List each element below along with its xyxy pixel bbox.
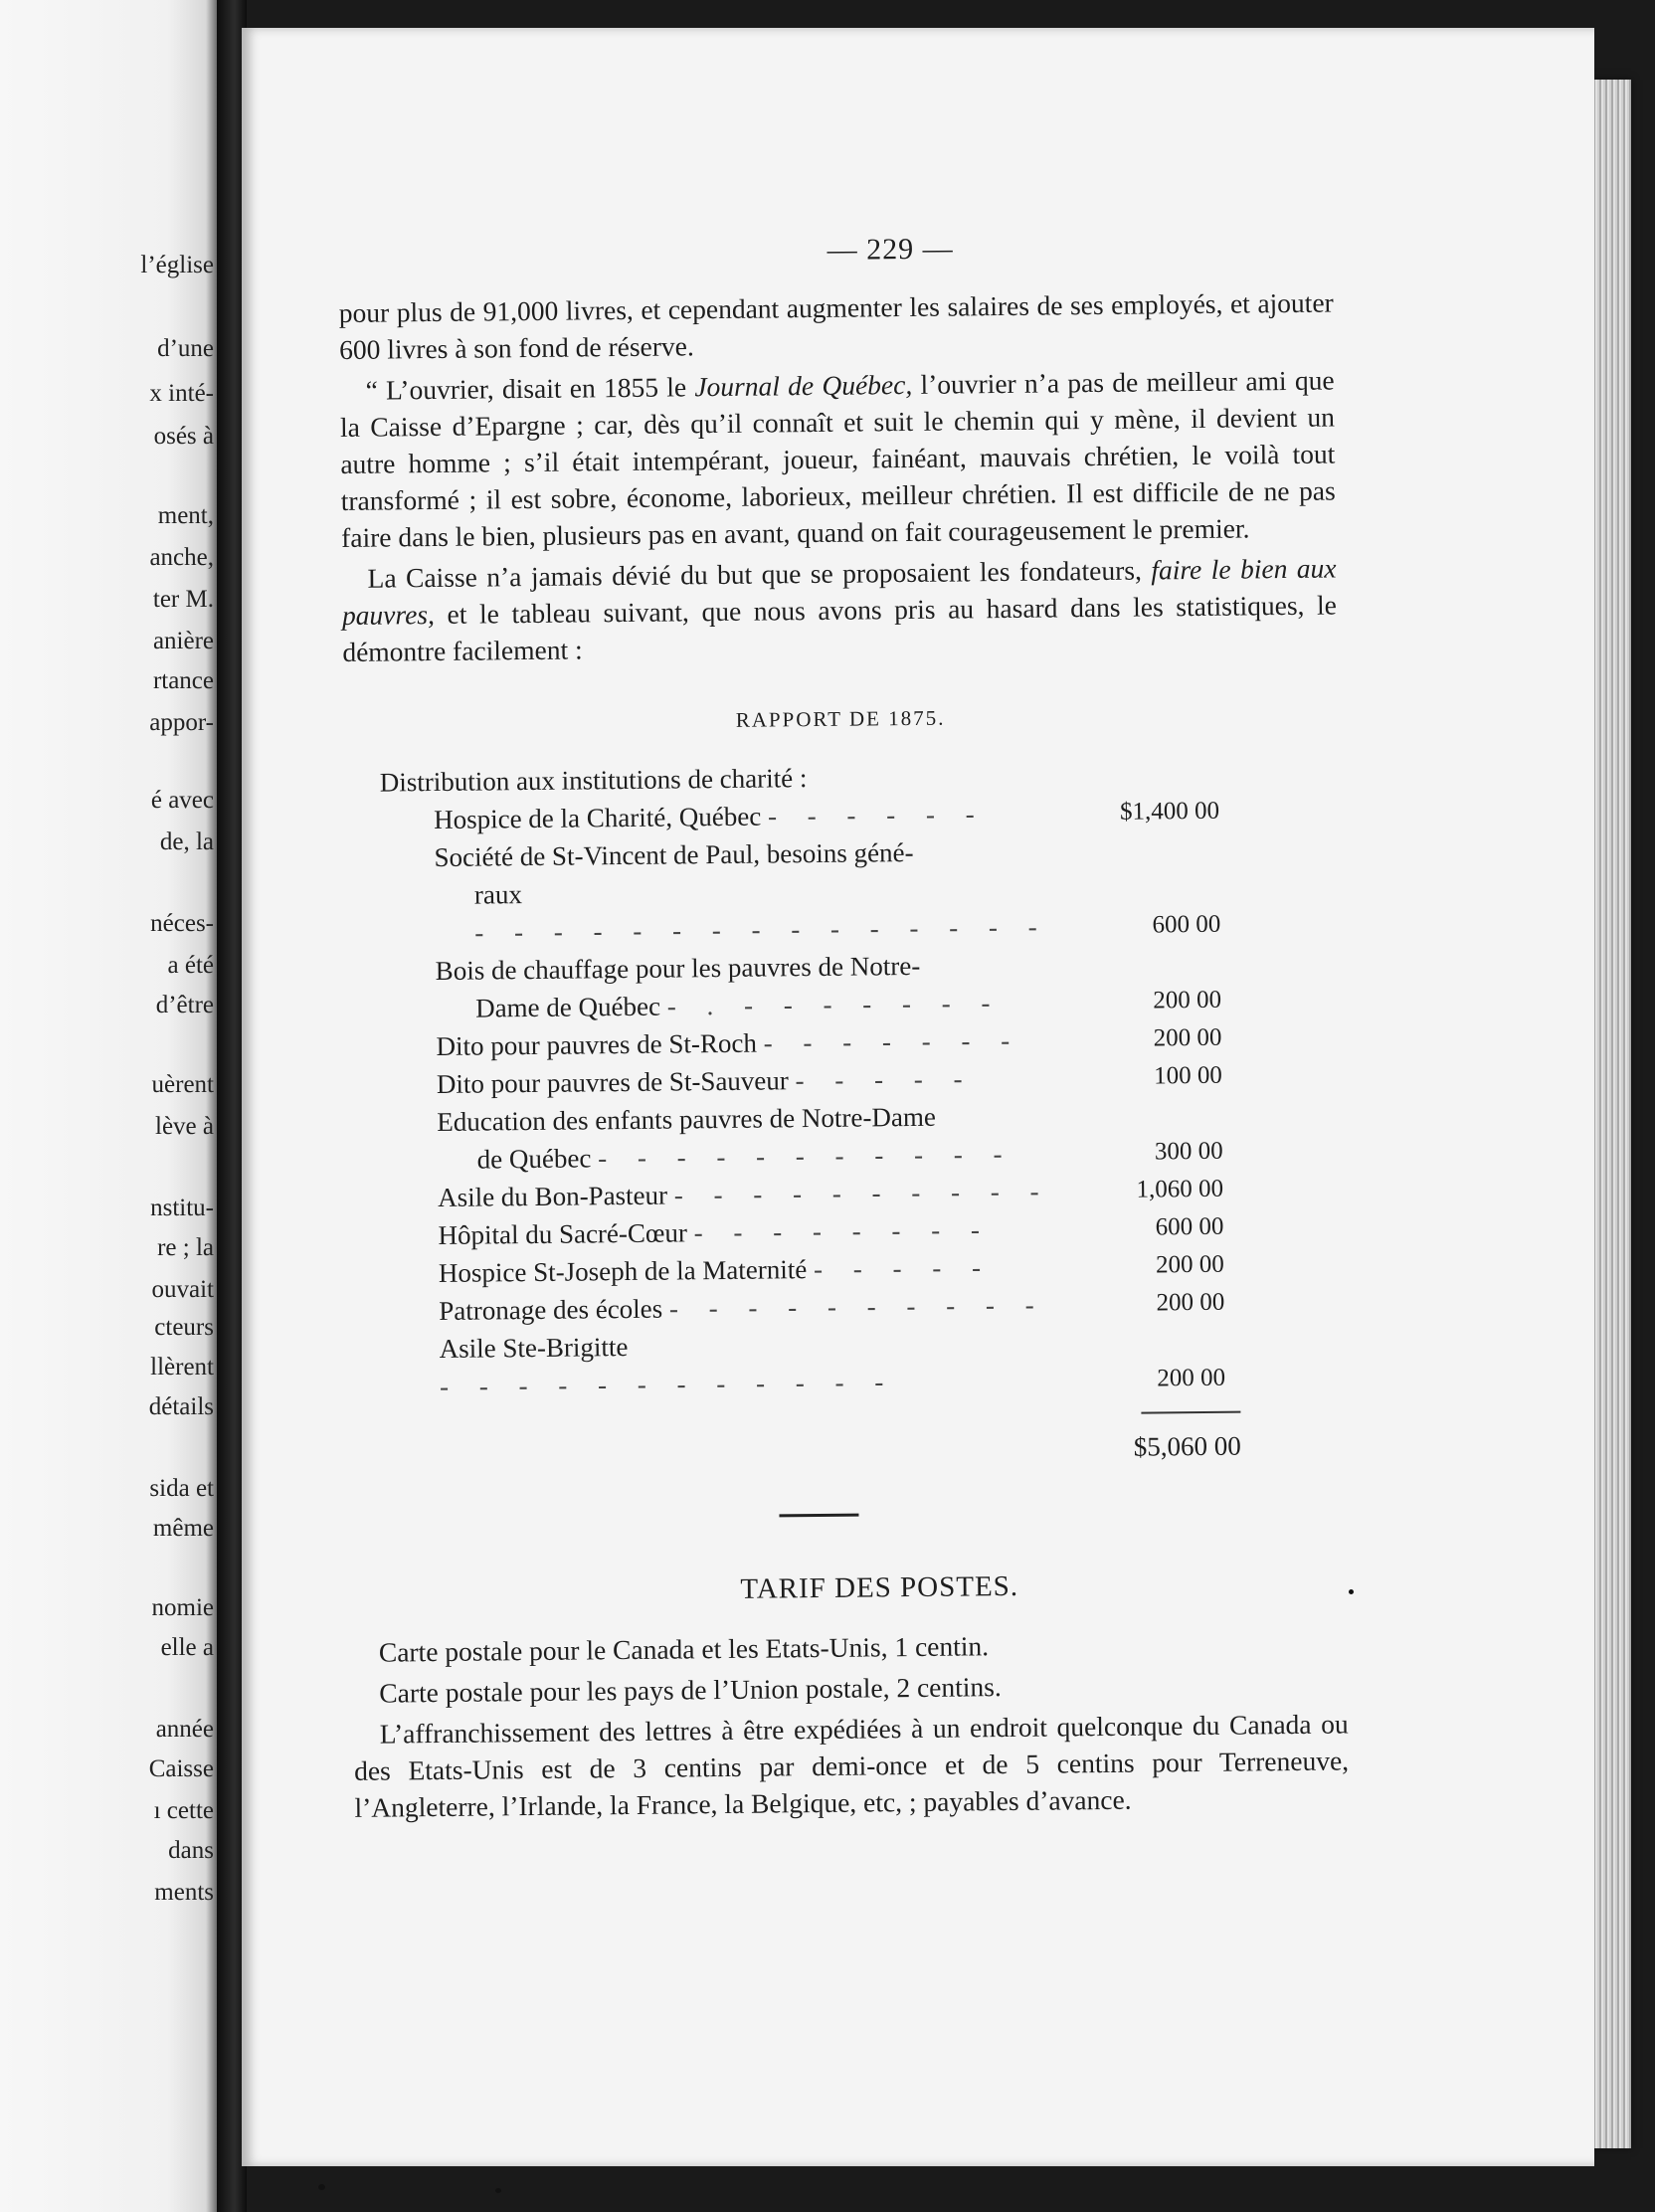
paragraph-1: pour plus de 91,000 livres, et cependant augmenter les salaires de ses employés, et ajouter 600 livres à son fond de réserve. xyxy=(338,286,1334,365)
left-page-fragment: nstitu- xyxy=(150,1195,214,1221)
left-page-fragment: Caisse xyxy=(148,1755,214,1782)
left-page-fragment: dans xyxy=(168,1837,214,1864)
report-items xyxy=(434,793,1225,1405)
report-item-label: Asile du Bon-Pasteur xyxy=(437,1180,668,1213)
left-page-fragment: osés à xyxy=(153,423,214,450)
left-page-fragment: l’église xyxy=(140,252,214,278)
left-page-fragment: appor- xyxy=(149,709,214,736)
report-item-label-continuation: Dame de Québec xyxy=(474,991,661,1023)
scan-speck xyxy=(1349,1589,1354,1594)
left-page-fragment: lève à xyxy=(155,1113,214,1140)
left-page-fragment: elle a xyxy=(160,1634,214,1661)
report-item xyxy=(434,830,1220,952)
left-page-fragment: nomie xyxy=(151,1594,214,1621)
left-page-fragment: anche, xyxy=(149,544,214,571)
tarif-line-2: Carte postale pour les pays de l’Union postale, 2 centins. xyxy=(379,1671,1002,1709)
tarif-title: TARIF DES POSTES. xyxy=(740,1569,1019,1605)
leader-dots: - - - - - - - - - - xyxy=(673,1176,1051,1210)
report-item-amount: 200 00 xyxy=(1153,986,1222,1014)
left-page-fragment: de, la xyxy=(159,829,214,855)
report-item-label-continuation: raux xyxy=(473,879,523,910)
distribution-intro: Distribution aux institutions de charité : xyxy=(379,763,808,798)
report-item-amount: 100 00 xyxy=(1153,1061,1222,1090)
left-page-fragment: ments xyxy=(154,1879,214,1906)
tarif-section xyxy=(353,1623,1350,1825)
motto: faire le bien aux pauvres, xyxy=(341,552,1337,631)
left-page-fragment: llèrent xyxy=(150,1354,214,1381)
page-number: — 229 — xyxy=(827,232,954,267)
report-item-label: Dito pour pauvres de St-Roch xyxy=(436,1027,758,1062)
report-item-amount: $1,400 00 xyxy=(1119,797,1220,826)
report-item-label: Patronage des écoles xyxy=(439,1293,663,1326)
report-item-label: Hospice St-Joseph de la Maternité xyxy=(438,1254,808,1288)
left-facing-page xyxy=(0,0,224,2212)
left-page-fragment: néces- xyxy=(150,910,214,937)
left-page-fragment: re ; la xyxy=(157,1234,214,1261)
report-total: $5,060 00 xyxy=(1133,1430,1241,1462)
scan-speck xyxy=(318,2184,325,2190)
report-item-label: Hôpital du Sacré-Cœur xyxy=(438,1217,688,1251)
left-page-fragment: x inté- xyxy=(149,380,214,407)
leader-dots: - - - - - xyxy=(795,1063,975,1096)
tarif-line-3: L’affranchissement des lettres à être expédiées à un endroit quelconque du Canada ou des Etats-Unis est de 3 centins par demi-once et de 5 centins pour Terreneuve, l’Angleterre, l’Irlande, la France, la Belgique, etc, ; payables d’avance. xyxy=(353,1708,1350,1823)
report-item-amount: 200 00 xyxy=(1153,1023,1222,1052)
left-page-fragment: ouvait xyxy=(151,1276,214,1303)
leader-dots: - - - - - - - - xyxy=(693,1214,992,1248)
left-page-fragment: détails xyxy=(148,1393,214,1420)
report-item-label: Dito pour pauvres de St-Sauveur xyxy=(436,1065,789,1100)
left-page-fragment: a été xyxy=(167,952,214,979)
report-item-amount: 300 00 xyxy=(1154,1137,1223,1166)
scan-speck xyxy=(495,2188,501,2193)
report-item-label: Bois de chauffage pour les pauvres de Notre- xyxy=(435,950,921,987)
paragraph-2: “ L’ouvrier, disait en 1855 le Journal de Québec, l’ouvrier n’a pas de meilleur ami que la Caisse d’Epargne ; car, dès qu’il connaît et suit le chemin qui y mène, il devient un autre homme ; s’il était intempérant, joueur, fainéant, mauvais chrétien, le voilà tout transformé ; il est sobre, économe, laborieux, meilleur chrétien. Il est difficile de ne pas faire dans le bien, plusieurs pas en avant, quand on fait courageusement le premier. xyxy=(339,364,1336,553)
report-item xyxy=(439,1322,1225,1405)
left-page-fragment: uèrent xyxy=(151,1071,214,1098)
left-page-fragment: ı cette xyxy=(153,1797,214,1824)
report-item-amount: 200 00 xyxy=(1157,1364,1226,1392)
report-item-label: Asile Ste-Brigitte xyxy=(439,1332,629,1364)
leader-dots: - - - - - - - - - - - - - - - xyxy=(474,911,1049,948)
left-page-fragment: anière xyxy=(152,628,214,654)
left-page-fragment: année xyxy=(155,1716,214,1743)
report-item-label: Société de St-Vincent de Paul, besoins géné- xyxy=(434,836,914,873)
page-content xyxy=(338,229,1350,1826)
total-rule xyxy=(1141,1411,1240,1414)
report-item-label: Hospice de la Charité, Québec xyxy=(433,801,762,835)
paragraph-3: La Caisse n’a jamais dévié du but que se proposaient les fondateurs, faire le bien aux pauvres, et le tableau suivant, que nous avons pris au hasard dans les statistiques, le démontre facilement : xyxy=(341,552,1338,667)
tarif-line-1: Carte postale pour le Canada et les Etats-Unis, 1 centin. xyxy=(378,1630,990,1668)
report-item-amount: 200 00 xyxy=(1156,1288,1225,1317)
report-item-amount: 200 00 xyxy=(1155,1250,1224,1279)
left-page-fragment: même xyxy=(152,1515,214,1542)
leader-dots: - - - - - - xyxy=(767,799,987,831)
left-page-fragment: é avec xyxy=(150,787,214,814)
section-divider xyxy=(779,1514,858,1518)
left-page-fragment: d’être xyxy=(155,992,214,1018)
left-page-fragment: ment, xyxy=(157,502,214,529)
report-item-amount: 1,060 00 xyxy=(1136,1175,1224,1203)
report-item-label-continuation: de Québec xyxy=(476,1143,592,1175)
leader-dots: - . - - - - - - - xyxy=(666,988,1003,1021)
left-page-fragment: d’une xyxy=(157,335,214,362)
left-page-fragment: sida et xyxy=(149,1475,214,1502)
left-page-fragment: rtance xyxy=(152,667,214,694)
report-item xyxy=(437,1095,1223,1179)
left-page-fragment: cteurs xyxy=(154,1314,214,1341)
report-item-amount: 600 00 xyxy=(1155,1212,1224,1241)
page-edges xyxy=(1591,80,1631,2148)
report-item-amount: 600 00 xyxy=(1152,910,1221,939)
leader-dots: - - - - - - - - - - - xyxy=(597,1138,1014,1174)
leader-dots: - - - - - - - - - - - - xyxy=(439,1367,896,1401)
report-heading: RAPPORT DE 1875. xyxy=(735,705,946,732)
leader-dots: - - - - - - - xyxy=(763,1024,1022,1058)
newspaper-title: Journal de Québec, xyxy=(694,368,913,403)
left-page-fragment: ter M. xyxy=(152,586,214,613)
leader-dots: - - - - - - - - - - xyxy=(668,1289,1046,1324)
leader-dots: - - - - - xyxy=(813,1252,994,1285)
report-item xyxy=(436,944,1222,1027)
report-item-label: Education des enfants pauvres de Notre-Dame xyxy=(437,1101,936,1138)
